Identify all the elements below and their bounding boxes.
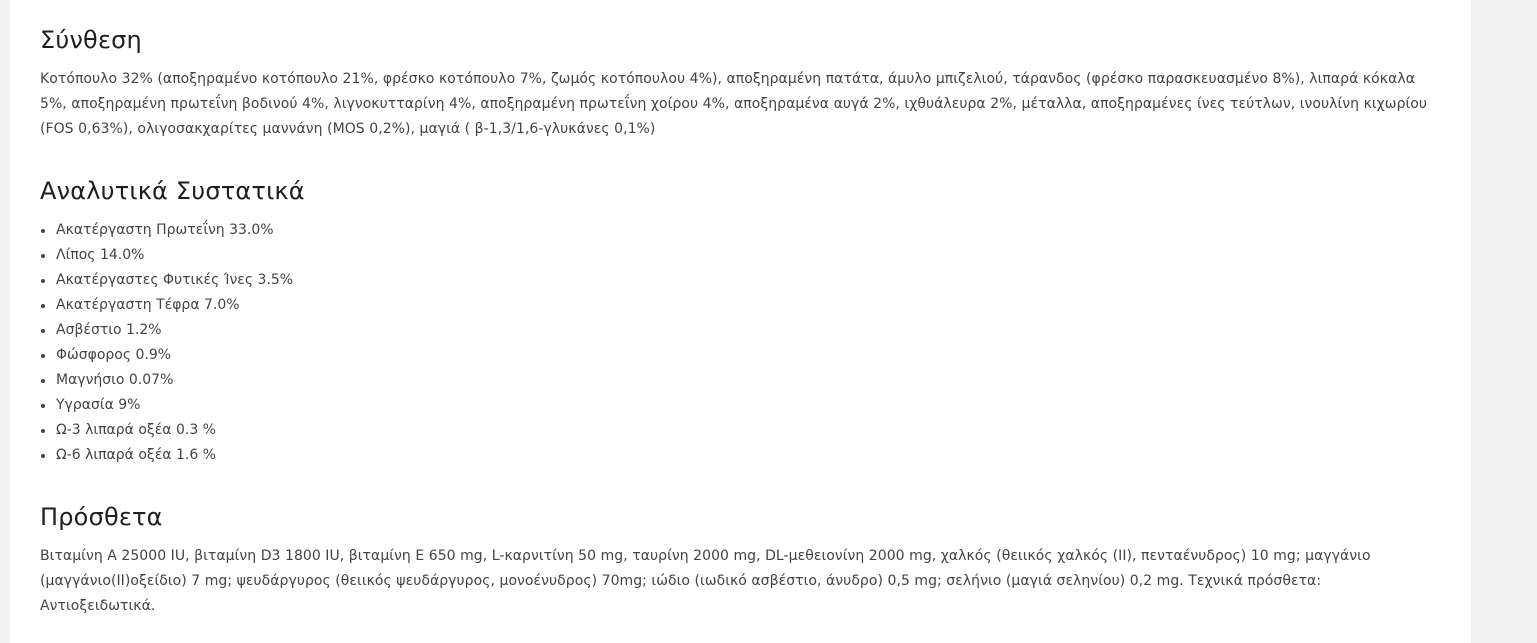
- list-item: Ακατέργαστες Φυτικές Ίνες 3.5%: [40, 268, 293, 293]
- list-item: Ω-3 λιπαρά οξέα 0.3 %: [40, 418, 293, 443]
- list-item: Μαγνήσιο 0.07%: [40, 368, 293, 393]
- page-margin-strip: [1471, 0, 1537, 643]
- composition-text: Κοτόπουλο 32% (αποξηραμένο κοτόπουλο 21%, φρέσκο κοτόπουλο 7%, ζωμός κοτόπουλου 4%), αποξηραμένη πατάτα, άμυλο μπιζελιού, τάρανδος (φρέσκο παρασκευασμένο 8%), λιπαρά κόκαλα 5%, αποξηραμένη πρωτεΐνη βοδινού 4%, λιγνοκυτταρίνη 4%, αποξηραμένη πρωτεΐνη χοίρου 4%, αποξηραμένα αυγά 2%, ιχθυάλευρα 2%, μέταλλα, αποξηραμένες ίνες τεύτλων, ινουλίνη κιχωρίου (FOS 0,63%), ολιγοσακχαρίτες μαννάνη (MOS 0,2%), μαγιά ( β-1,3/1,6-γλυκάνες 0,1%): [40, 71, 1428, 137]
- additives-text: Βιταμίνη A 25000 IU, βιταμίνη D3 1800 IU, βιταμίνη E 650 mg, L-καρνιτίνη 50 mg, ταυρίνη 2000 mg, DL-μεθειονίνη 2000 mg, χαλκός (θειικός χαλκός (II), πενταένυδρος) 10 mg; μαγγάνιο (μαγγάνιο(II)οξείδιο) 7 mg; ψευδάργυρος (θειικός ψευδάργυρος, μονοένυδρος) 70mg; ιώδιο (ιωδικό ασβέστιο, άνυδρο) 0,5 mg; σελήνιο (μαγιά σεληνίου) 0,2 mg. Τεχνικά πρόσθετα: Αντιοξειδωτικά.: [40, 548, 1371, 614]
- content-panel: [10, 0, 1471, 643]
- list-item: Φώσφορος 0.9%: [40, 343, 293, 368]
- analytic-constituents-heading: Αναλυτικά Συστατικά: [40, 177, 305, 205]
- additives-heading: Πρόσθετα: [40, 503, 163, 531]
- list-item: Ακατέργαστη Πρωτεΐνη 33.0%: [40, 218, 293, 243]
- composition-heading: Σύνθεση: [40, 26, 142, 54]
- list-item: Ω-6 λιπαρά οξέα 1.6 %: [40, 443, 293, 468]
- analytic-constituents-list: [40, 218, 293, 468]
- list-item: Ακατέργαστη Τέφρα 7.0%: [40, 293, 293, 318]
- list-item: Ασβέστιο 1.2%: [40, 318, 293, 343]
- list-item: Λίπος 14.0%: [40, 243, 293, 268]
- list-item: Υγρασία 9%: [40, 393, 293, 418]
